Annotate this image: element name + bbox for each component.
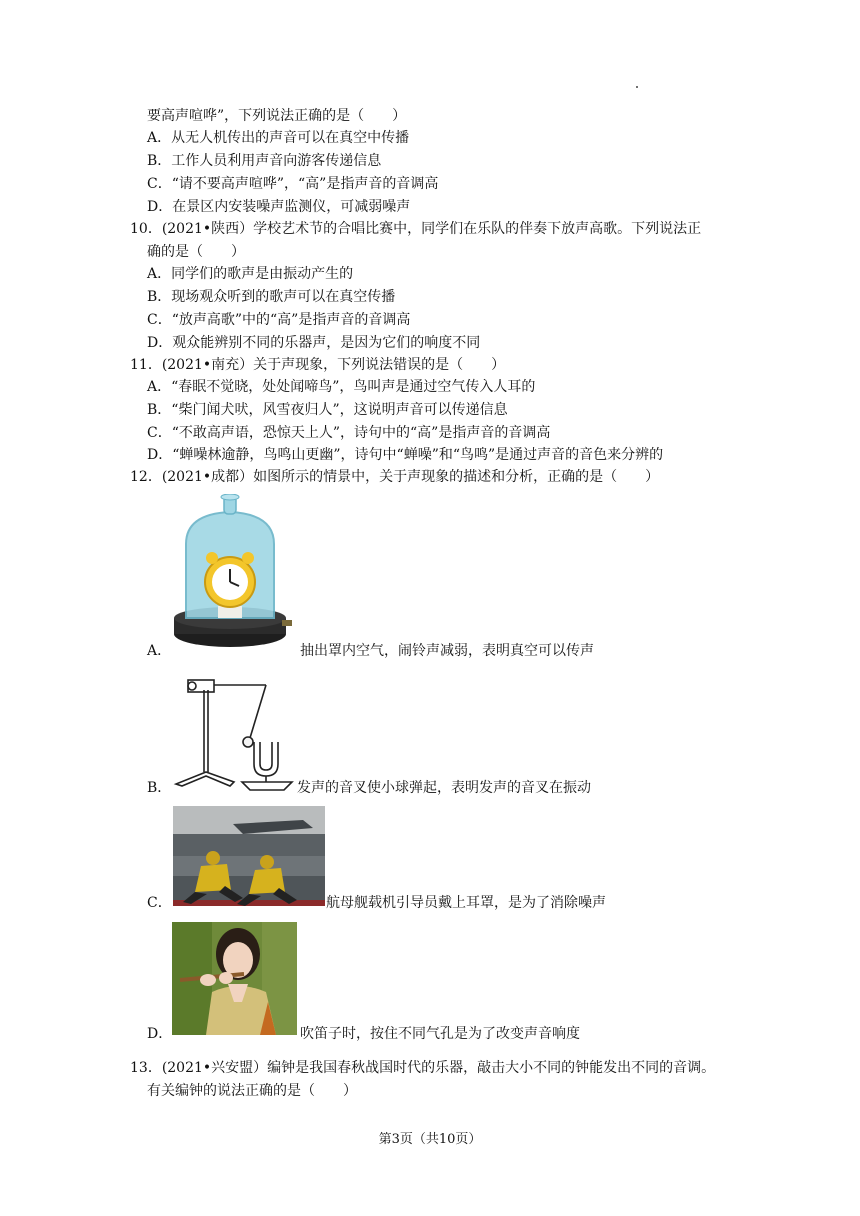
stray-dot: [636, 86, 638, 88]
q10-option-c: C．“放声高歌”中的“高”是指声音的音调高: [147, 312, 411, 328]
page-footer: 第3页（共10页）: [378, 1132, 482, 1147]
q10-stem-line1: 10．(2021•陕西）学校艺术节的合唱比赛中，同学们在乐队的伴奏下放声高歌。下列说法正: [130, 221, 702, 237]
q12-option-c-letter: C．: [147, 895, 172, 911]
q12-option-a-letter: A．: [147, 643, 172, 659]
q9-option-b: B．工作人员利用声音向游客传递信息: [147, 153, 382, 169]
bell-jar-image: [172, 494, 297, 660]
q9-option-c: C．“请不要高声喧哗”，“高”是指声音的音调高: [147, 176, 439, 192]
q11-stem: 11．(2021•南充）关于声现象，下列说法错误的是（ ）: [130, 357, 506, 373]
q10-stem-line2: 确的是（ ）: [147, 244, 245, 260]
tuning-fork-image: [172, 672, 297, 792]
flute-player-image: [172, 922, 297, 1035]
q13-stem-line2: 有关编钟的说法正确的是（ ）: [147, 1083, 357, 1099]
q11-option-d: D．“蝉噪林逾静，鸟鸣山更幽”，诗句中“蝉噪”和“鸟鸣”是通过声音的音色来分辨的: [147, 447, 664, 463]
q12-stem: 12．(2021•成都）如图所示的情景中，关于声现象的描述和分析，正确的是（ ）: [130, 469, 660, 485]
carrier-crew-image: [173, 806, 325, 906]
q9-stem-tail: 要高声喧哗”，下列说法正确的是（ ）: [147, 108, 407, 124]
q12-option-c-text: 航母舰载机引导员戴上耳罩，是为了消除噪声: [326, 895, 606, 911]
q9-option-a: A．从无人机传出的声音可以在真空中传播: [147, 130, 410, 146]
q12-option-b-text: 发声的音叉使小球弹起，表明发声的音叉在振动: [297, 780, 591, 796]
q11-option-b: B．“柴门闻犬吠，风雪夜归人”，这说明声音可以传递信息: [147, 402, 508, 418]
q12-option-b-letter: B．: [147, 780, 172, 796]
q9-option-d: D．在景区内安装噪声监测仪，可减弱噪声: [147, 199, 411, 215]
q10-option-a: A．同学们的歌声是由振动产生的: [147, 266, 354, 282]
q10-option-b: B．现场观众听到的歌声可以在真空传播: [147, 289, 396, 305]
q10-option-d: D．观众能辨别不同的乐器声，是因为它们的响度不同: [147, 335, 481, 351]
q12-option-d-letter: D．: [147, 1026, 173, 1042]
q12-option-a-text: 抽出罩内空气，闹铃声减弱，表明真空可以传声: [300, 643, 594, 659]
q11-option-a: A．“春眠不觉晓，处处闻啼鸟”，鸟叫声是通过空气传入人耳的: [147, 379, 536, 395]
q13-stem-line1: 13．(2021•兴安盟）编钟是我国春秋战国时代的乐器，敲击大小不同的钟能发出不同的音调。: [130, 1060, 716, 1076]
q12-option-d-text: 吹笛子时，按住不同气孔是为了改变声音响度: [300, 1026, 580, 1042]
q11-option-c: C．“不敢高声语，恐惊天上人”，诗句中的“高”是指声音的音调高: [147, 425, 551, 441]
